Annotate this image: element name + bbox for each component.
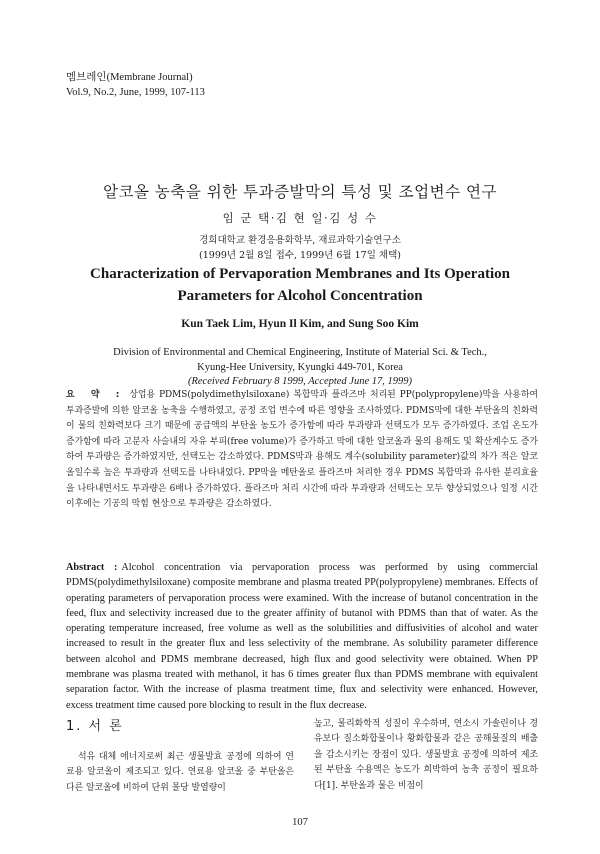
- korean-affiliation: 경희대학교 환경응용화학부, 재료과학기술연구소: [199, 235, 401, 246]
- korean-abstract-text: 상업용 PDMS(polydimethylsiloxane) 복합막과 플라즈마 처리된 PP(polypropylene)막을 사용하여 투과증발에 의한 알코올 농축을 수행하였고, 공정 조업 변수에 따른 영향을 조사하였다. PDMS막에 대한 부탄올의 친화력이 물의 친화력보다 크기 때문에 공급액의 부탄올 농도가 증가함에 따라 투과량과 선택도가 모두 증가하였다. 조업 온도가 증가함에 따라 고분자 사슬내의 자유 부피(free volume)가 증가하고 막에 대한 알코올과 물의 용해도 및 확산계수도 증가하여 투과량은 증가하였지만, 선택도는 감소하였다. PDMS막과 용해도 계수(solubility parameter)값의 차가 적은 알코올일수록 높은 투과량과 선택도를 나타내었다. PP막을 메탄올로 플라즈마 처리한 경우 PDMS 복합막과 유사한 분리효율을 나타내면서도 투과량은 6배나 증가하였다. 플라즈마 처리 시간에 따라 투과량과 선택도는 모두 향상되었으나 일정 시간 이후에는 기공의 막힘 현상으로 투과량은 감소하였다.: [66, 390, 538, 510]
- korean-affiliation-block: [0, 233, 600, 263]
- english-abstract: [66, 560, 538, 713]
- page-number: 107: [292, 817, 308, 828]
- journal-name: 멤브레인(Membrane Journal): [66, 72, 193, 83]
- english-affiliation-line-1: Division of Environmental and Chemical Engineering, Institute of Material Sci. & Tech.,: [113, 347, 487, 358]
- journal-header: [66, 70, 205, 100]
- korean-abstract-label: 요 약 :: [66, 390, 126, 400]
- english-abstract-label: Abstract :: [66, 562, 118, 573]
- english-authors: Kun Taek Lim, Hyun Il Kim, and Sung Soo Kim: [181, 318, 419, 330]
- korean-authors: 임 군 택·김 현 일·김 성 수: [222, 211, 378, 225]
- right-column-text: 높고, 물리화학적 성질이 우수하며, 연소시 가솔린이나 경유보다 질소화합물이나 황화합물과 같은 공해물질의 배출을 감소시키는 장점이 있다. 생물발효 공정에 의하여 제조된 부탄올 수용액은 농도가 희박하여 농축 공정이 필요하다[1]. 부탄올과 물은 비점이: [314, 719, 538, 791]
- english-affiliation-line-2: Kyung-Hee University, Kyungki 449-701, Korea: [197, 361, 403, 373]
- left-column-text: 석유 대체 에너지로써 최근 생물발효 공정에 의하여 연료용 알코올이 제조되고 있다. 연료용 알코올 중 부탄올은 다른 알코올에 비하여 단위 몰당 발열량이: [66, 752, 294, 793]
- english-title: [0, 263, 600, 307]
- english-received-dates: (Received February 8 1999, Accepted June 17, 1999): [187, 376, 412, 387]
- english-affiliation-block: [0, 346, 600, 390]
- korean-received-dates: (1999년 2월 8일 접수, 1999년 6월 17일 채택): [199, 250, 401, 261]
- left-column: [66, 715, 294, 796]
- korean-abstract: [66, 388, 538, 513]
- english-title-line-2: Parameters for Alcohol Concentration: [177, 288, 423, 304]
- section-heading-introduction: 1. 서 론: [66, 719, 124, 734]
- right-column: [314, 717, 538, 794]
- journal-issue: Vol.9, No.2, June, 1999, 107-113: [66, 87, 205, 98]
- english-abstract-text: Alcohol concentration via pervaporation process was performed by using commercial PDMS(polydimethylsiloxane) composite membrane and plasma treated PP(polypropylene) membranes. Effects of operating parameters of pervaporation process were examined. With the increase of butanol concentration in the feed, flux and selectivity increased due to the greater affinity of butanol with PDMS than that of water. As the operating temperature increased, free volume as well as the solubilities and diffusivities of alcohol and water increased to result in the greater flux and less selectivity of the membrane. As solubility parameter difference between alcohol and PDMS membrane decreased, high flux and good selectivity were obtained. When PP membrane was plasma treated with methanol, it has 6 times greater flux than PDMS membrane with equivalent separation factor. With the increase of plasma treatment time, flux and selectivity were enhanced. However, excess treatment time caused pore blocking to result in the flux decrease.: [66, 562, 538, 711]
- korean-title: 알코올 농축을 위한 투과증발막의 특성 및 조업변수 연구: [103, 183, 497, 201]
- english-title-line-1: Characterization of Pervaporation Membranes and Its Operation: [90, 266, 510, 282]
